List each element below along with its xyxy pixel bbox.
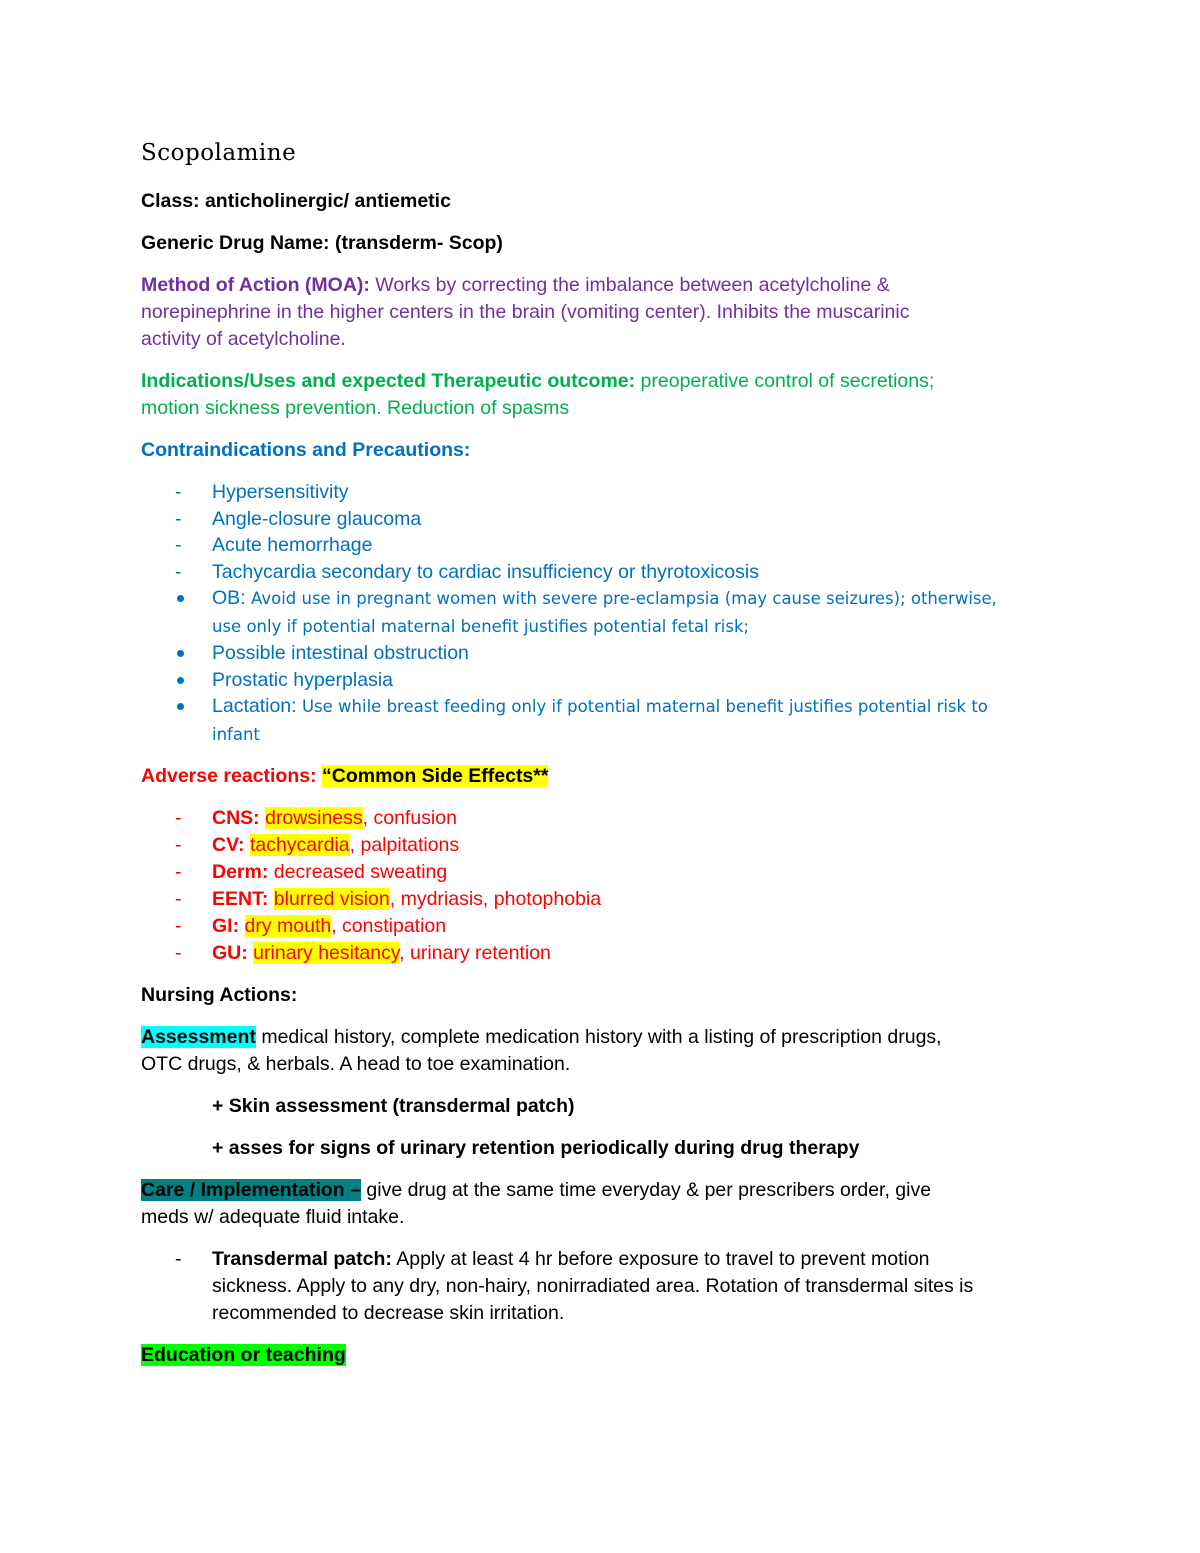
dash-marker: - (175, 534, 182, 556)
contraindications-list (141, 479, 1071, 748)
nursing-heading-text: Nursing Actions: (141, 984, 298, 1006)
drug-title: Scopolamine (141, 140, 297, 166)
indications-label: Indications/Uses and expected Therapeutic outcome: (141, 370, 636, 392)
dash-marker: - (175, 507, 182, 530)
effect-text: , urinary retention (399, 942, 551, 964)
effect-text: , mydriasis, photophobia (389, 888, 602, 910)
system-label: GI: (212, 915, 245, 937)
dash-marker: - (175, 1248, 182, 1270)
lactation-label: Lactation: (212, 695, 302, 717)
adverse-highlight: “Common Side Effects** (322, 765, 549, 787)
system-label: CV: (212, 834, 250, 856)
assessment-label: Assessment (141, 1026, 256, 1048)
dash-marker: - (175, 942, 182, 964)
lactation-text-2: infant (212, 724, 260, 744)
dash-marker: - (175, 481, 182, 503)
assessment-section (141, 1024, 1071, 1078)
adverse-heading (141, 763, 1071, 790)
ob-text-1: Avoid use in pregnant women with severe pre-eclampsia (may cause seizures); otherwise, (251, 589, 997, 608)
list-item (141, 640, 1071, 667)
list-item (141, 667, 1071, 694)
skin-assessment-text: + Skin assessment (transdermal patch) (212, 1095, 575, 1117)
contraindications-heading-text: Contraindications and Precautions: (141, 439, 471, 461)
system-label: EENT: (212, 888, 274, 910)
indications-text-2: motion sickness prevention. Reduction of spasms (141, 397, 570, 419)
moa-text-1: Works by correcting the imbalance between acetylcholine & (369, 274, 890, 296)
highlighted-effect: tachycardia (249, 834, 350, 856)
list-item (141, 940, 1071, 967)
list-item (141, 886, 1071, 913)
urinary-retention-text: + asses for signs of urinary retention periodically during drug therapy (212, 1137, 860, 1159)
dash-marker: - (175, 915, 182, 937)
dash-marker: - (175, 861, 182, 883)
list-item (141, 532, 1071, 559)
nursing-heading (141, 982, 1071, 1009)
highlighted-effect: drowsiness (265, 807, 363, 829)
moa-text-3: activity of acetylcholine. (141, 328, 346, 350)
list-item-ob (141, 585, 1071, 640)
effect-text: , constipation (331, 915, 447, 937)
patch-label: Transdermal patch: (212, 1248, 392, 1270)
skin-assessment-line (141, 1093, 1071, 1120)
class-text: Class: anticholinergic/ antiemetic (141, 190, 451, 212)
bullet-marker (177, 650, 184, 657)
ob-label: OB: (212, 587, 252, 609)
moa-text-2: norepinephrine in the higher centers in the brain (vomiting center). Inhibits the muscarinic (141, 301, 910, 323)
contraindications-heading (141, 437, 1071, 464)
effect-text: decreased sweating (273, 861, 448, 883)
patch-text-3: recommended to decrease skin irritation. (212, 1302, 565, 1324)
education-label: Education or teaching (141, 1344, 346, 1366)
education-line (141, 1342, 1071, 1369)
indications-section (141, 368, 1071, 422)
document-page (141, 140, 1071, 1369)
highlighted-effect: urinary hesitancy (253, 942, 400, 964)
patch-text-1: Apply at least 4 hr before exposure to travel to prevent motion (391, 1248, 930, 1270)
effect-text: , confusion (362, 807, 457, 829)
list-item (141, 832, 1071, 859)
care-label: Care / Implementation – (141, 1179, 361, 1201)
generic-name-text: Generic Drug Name: (transderm- Scop) (141, 232, 503, 254)
patch-text-2: sickness. Apply to any dry, non-hairy, nonirradiated area. Rotation of transdermal sites is (212, 1275, 974, 1297)
generic-name-line (141, 230, 1071, 257)
care-text-2: meds w/ adequate fluid intake. (141, 1206, 405, 1228)
bullet-marker (177, 703, 184, 710)
dash-marker: - (175, 834, 182, 856)
assessment-text-2: OTC drugs, & herbals. A head to toe examination. (141, 1053, 571, 1075)
moa-label: Method of Action (MOA): (141, 274, 370, 296)
system-label: CNS: (212, 807, 266, 829)
bullet-marker (177, 677, 184, 684)
ob-text-2: use only if potential maternal benefit justifies potential fetal risk; (212, 616, 750, 636)
dash-marker: - (175, 560, 182, 583)
list-item (141, 859, 1071, 886)
system-label: Derm: (212, 861, 274, 883)
list-item (141, 559, 1071, 586)
system-label: GU: (212, 942, 254, 964)
list-item (141, 1246, 1071, 1327)
list-item (141, 506, 1071, 533)
list-item-text: Acute hemorrhage (212, 534, 373, 556)
lactation-text-1: Use while breast feeding only if potential maternal benefit justifies potential risk to (301, 697, 988, 716)
highlighted-effect: blurred vision (273, 888, 390, 910)
care-text-1: give drug at the same time everyday & per prescribers order, give (360, 1179, 932, 1201)
dash-marker: - (175, 807, 182, 829)
care-list (141, 1246, 1071, 1327)
list-item-text: Prostatic hyperplasia (212, 668, 394, 691)
list-item (141, 479, 1071, 506)
urinary-retention-line (141, 1135, 1071, 1162)
effect-text: , palpitations (349, 834, 460, 856)
list-item-text: Hypersensitivity (212, 481, 349, 503)
highlighted-effect: dry mouth (244, 915, 332, 937)
list-item-text: Tachycardia secondary to cardiac insufficiency or thyrotoxicosis (212, 560, 759, 583)
bullet-marker (177, 595, 184, 602)
list-item-text: Angle-closure glaucoma (212, 507, 422, 530)
list-item-lactation (141, 693, 1071, 748)
adverse-label: Adverse reactions: (141, 765, 322, 787)
moa-section (141, 272, 1071, 353)
indications-text-1: preoperative control of secretions; (635, 370, 935, 392)
list-item (141, 913, 1071, 940)
assessment-text-1: medical history, complete medication history with a listing of prescription drugs, (255, 1026, 942, 1048)
adverse-list (141, 805, 1071, 967)
list-item (141, 805, 1071, 832)
care-section (141, 1177, 1071, 1231)
dash-marker: - (175, 888, 182, 910)
class-line (141, 188, 1071, 215)
list-item-text: Possible intestinal obstruction (212, 642, 469, 664)
